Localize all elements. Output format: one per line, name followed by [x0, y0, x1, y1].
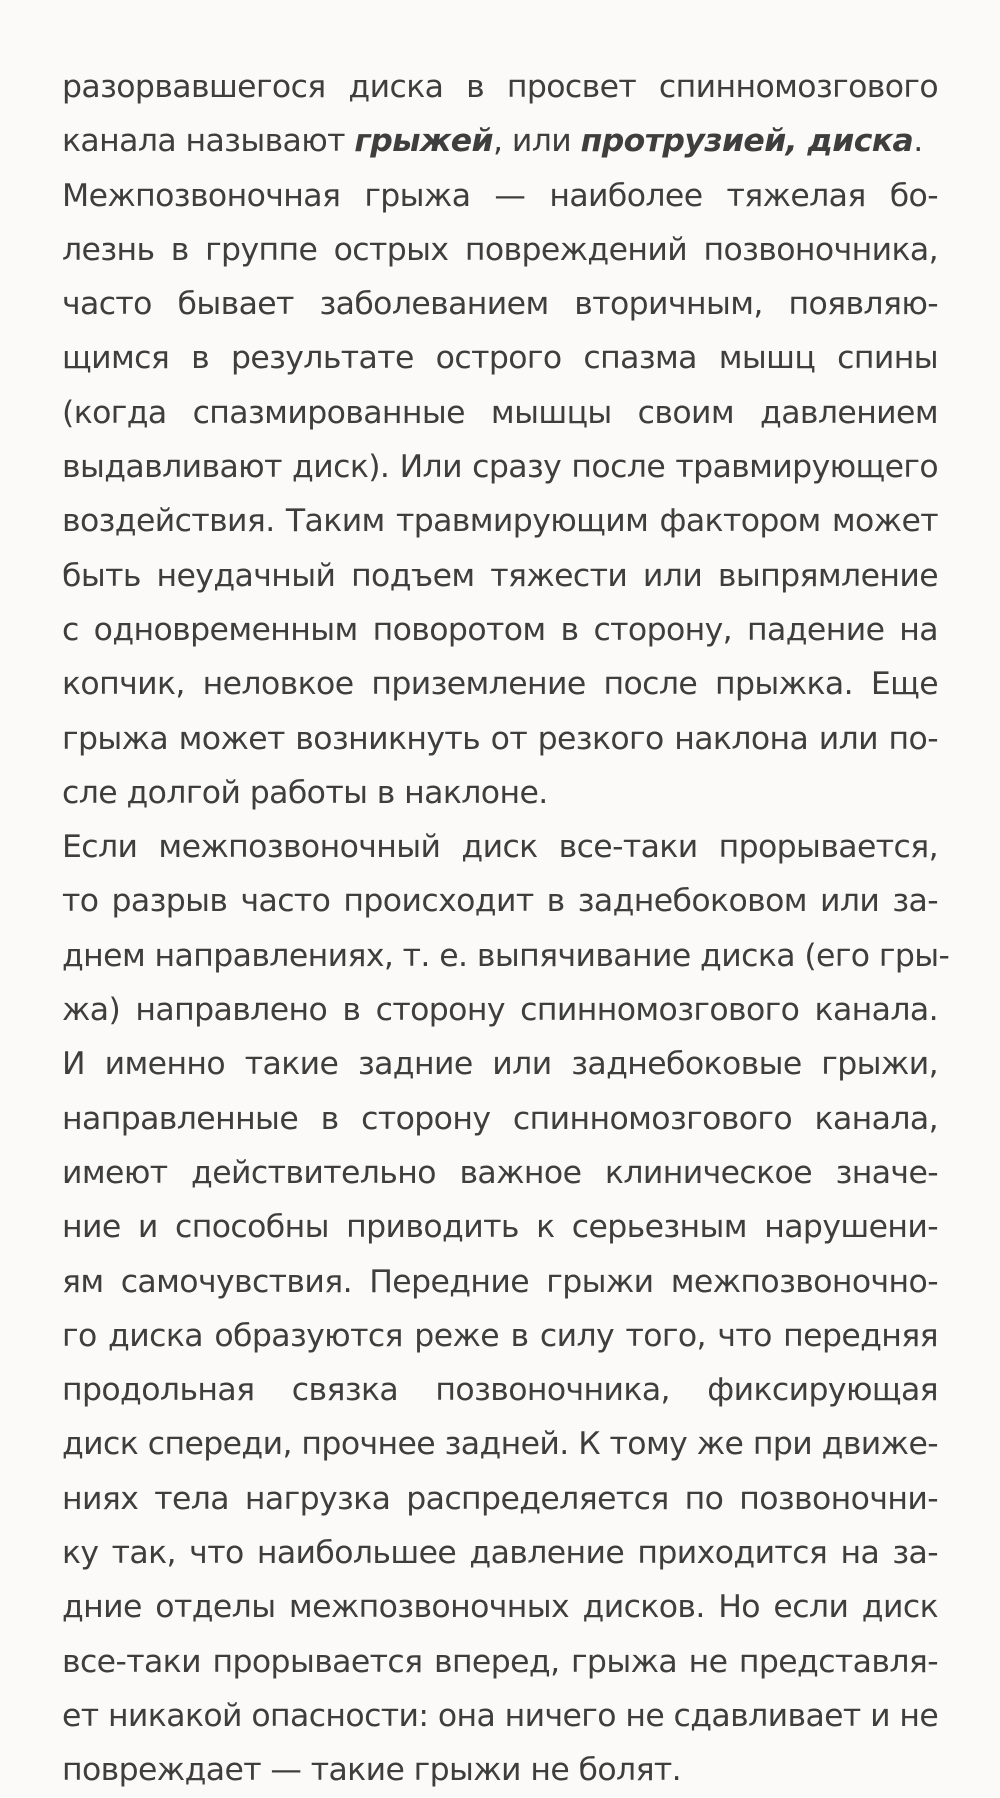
- text-line: [62, 712, 938, 766]
- text-run: Если межпозвоночный диск все-таки прорывается,: [62, 829, 938, 866]
- text-line: [62, 766, 938, 820]
- text-run: ние и способны приводить к серьезным нарушени-: [62, 1209, 938, 1246]
- text-line: [62, 1526, 938, 1580]
- text-run: то разрыв часто происходит в заднебоковом или за-: [62, 883, 938, 920]
- text-line: [62, 549, 938, 603]
- text-line: [62, 929, 950, 983]
- text-run: направленные в сторону спинномозгового канала,: [62, 1100, 938, 1137]
- text-run: , или: [493, 123, 581, 160]
- text-run: днем направлениях, т. е. выпячивание диска (его гры-: [62, 937, 950, 974]
- emphasized-term: протрузией, диска: [580, 123, 914, 160]
- text-run: ям самочувствия. Передние грыжи межпозвоночно-: [62, 1263, 938, 1300]
- text-run: И именно такие задние или заднебоковые грыжи,: [62, 1046, 938, 1083]
- text-run: грыжа может возникнуть от резкого наклона или по-: [62, 720, 938, 757]
- text-line: [62, 331, 938, 385]
- text-line: [62, 1309, 938, 1363]
- text-run: все-таки прорывается вперед, грыжа не представля-: [62, 1643, 938, 1680]
- text-line: [62, 440, 938, 494]
- text-run: быть неудачный подъем тяжести или выпрямление: [62, 557, 938, 594]
- text-run: .: [913, 123, 923, 160]
- text-run: сле долгой работы в наклоне.: [62, 774, 548, 811]
- text-run: копчик, неловкое приземление после прыжка. Еще: [62, 666, 938, 703]
- text-line: [62, 1743, 938, 1797]
- text-line: [62, 1255, 938, 1309]
- text-line: [62, 114, 938, 168]
- text-line: [62, 1689, 938, 1743]
- text-run: разорвавшегося диска в просвет спинномозгового: [62, 69, 938, 105]
- text-line: [62, 1417, 938, 1471]
- emphasized-term: грыжей: [354, 123, 494, 160]
- text-line: [62, 1580, 938, 1634]
- text-line: [62, 657, 938, 711]
- text-line: [62, 1200, 938, 1254]
- text-body: [62, 60, 950, 1798]
- text-run: канала называют: [62, 123, 355, 160]
- text-run: го диска образуются реже в силу того, что передняя: [62, 1317, 938, 1354]
- text-line: [62, 386, 938, 440]
- text-line: [62, 60, 938, 114]
- text-run: ет никакой опасности: она ничего не сдавливает и не: [62, 1697, 939, 1734]
- text-line: [62, 169, 938, 223]
- text-run: ниях тела нагрузка распределяется по позвоночни-: [62, 1480, 938, 1517]
- text-run: воздействия. Таким травмирующим фактором может: [62, 503, 938, 540]
- text-line: [62, 1092, 938, 1146]
- text-run: диск спереди, прочнее задней. К тому же при движе-: [62, 1426, 938, 1463]
- paragraph: [62, 60, 938, 169]
- text-run: ку так, что наибольшее давление приходится на за-: [62, 1535, 938, 1572]
- text-run: щимся в результате острого спазма мышц спины: [62, 340, 938, 377]
- text-line: [62, 1146, 938, 1200]
- text-run: дние отделы межпозвоночных дисков. Но если диск: [62, 1589, 938, 1626]
- text-line: [62, 874, 938, 928]
- text-line: [62, 1472, 938, 1526]
- text-run: Межпозвоночная грыжа — наиболее тяжелая бо-: [62, 177, 938, 214]
- text-run: (когда спазмированные мышцы своим давлением: [62, 394, 938, 431]
- text-line: [62, 820, 938, 874]
- text-run: продольная связка позвоночника, фиксирующая: [62, 1372, 938, 1409]
- text-run: лезнь в группе острых повреждений позвоночника,: [62, 231, 938, 268]
- text-run: с одновременным поворотом в сторону, падение на: [62, 611, 938, 648]
- text-line: [62, 277, 938, 331]
- text-run: часто бывает заболеванием вторичным, появляю-: [62, 286, 938, 323]
- text-line: [62, 1363, 938, 1417]
- text-run: имеют действительно важное клиническое значе-: [62, 1154, 938, 1191]
- text-line: [62, 494, 938, 548]
- text-line: [62, 603, 938, 657]
- text-line: [62, 223, 938, 277]
- paragraph: [62, 169, 938, 821]
- text-run: жа) направлено в сторону спинномозгового канала.: [62, 992, 938, 1029]
- text-line: [62, 1037, 938, 1091]
- text-run: повреждает — такие грыжи не болят.: [62, 1752, 682, 1789]
- paragraph: [62, 820, 950, 1797]
- text-run: выдавливают диск). Или сразу после травмирующего: [62, 449, 938, 486]
- text-line: [62, 983, 938, 1037]
- text-line: [62, 1635, 938, 1689]
